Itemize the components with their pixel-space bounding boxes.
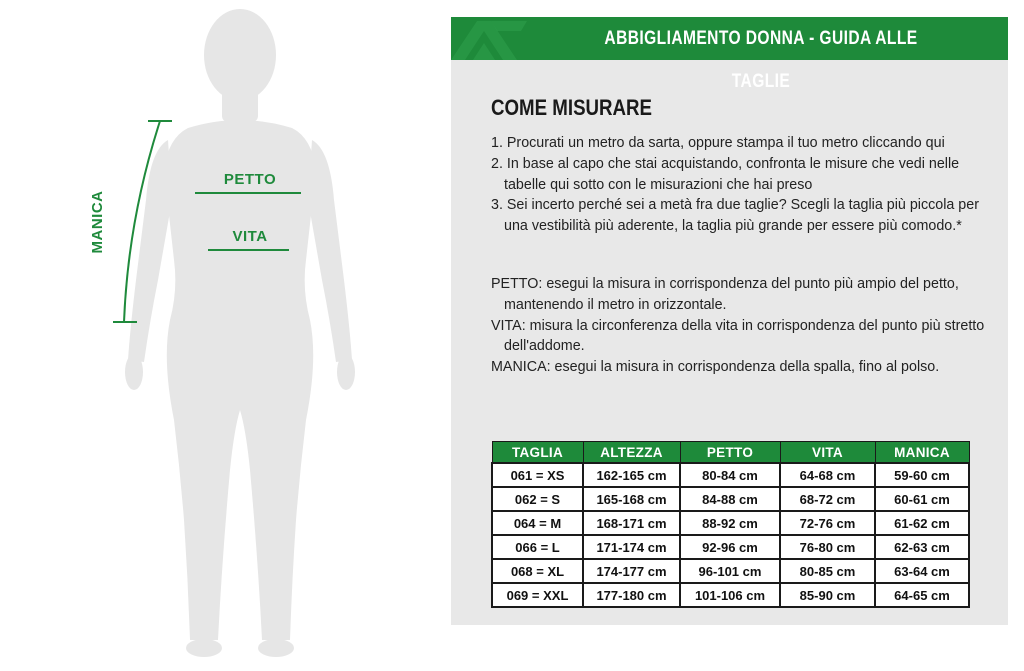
header-petto: PETTO — [680, 442, 780, 464]
cell-vita: 72-76 cm — [780, 511, 875, 535]
table-row — [492, 511, 969, 535]
table-row — [492, 487, 969, 511]
cell-vita: 80-85 cm — [780, 559, 875, 583]
cell-petto: 88-92 cm — [680, 511, 780, 535]
cell-manica: 59-60 cm — [875, 463, 969, 487]
cell-manica: 62-63 cm — [875, 535, 969, 559]
cell-vita: 68-72 cm — [780, 487, 875, 511]
table-header-row — [492, 442, 969, 464]
cell-manica: 60-61 cm — [875, 487, 969, 511]
cell-taglia: 064 = M — [492, 511, 583, 535]
cell-altezza: 168-171 cm — [583, 511, 680, 535]
cell-taglia: 069 = XXL — [492, 583, 583, 607]
cell-vita: 85-90 cm — [780, 583, 875, 607]
cell-vita: 64-68 cm — [780, 463, 875, 487]
brand-logo-icon — [451, 17, 531, 60]
cell-taglia: 061 = XS — [492, 463, 583, 487]
header-taglia: TAGLIA — [492, 442, 583, 464]
size-guide-panel — [451, 17, 1008, 625]
cell-petto: 92-96 cm — [680, 535, 780, 559]
table-row — [492, 559, 969, 583]
step-2: 2. In base al capo che stai acquistando, confronta le misure che vedi nelle tabelle qui sotto con le misurazioni che hai preso — [491, 155, 960, 193]
cell-manica: 63-64 cm — [875, 559, 969, 583]
how-to-measure-heading: COME MISURARE — [491, 95, 653, 120]
cell-taglia: 066 = L — [492, 535, 583, 559]
header-vita: VITA — [780, 442, 875, 464]
cell-altezza: 162-165 cm — [583, 463, 680, 487]
cell-altezza: 177-180 cm — [583, 583, 680, 607]
step-3: 3. Sei incerto perché sei a metà fra due taglie? Scegli la taglia più piccola per una vestibilità più aderente, la taglia più grande per essere più comodo.* — [491, 197, 979, 235]
table-row — [492, 463, 969, 487]
cell-vita: 76-80 cm — [780, 535, 875, 559]
cell-manica: 64-65 cm — [875, 583, 969, 607]
vita-label: VITA — [232, 228, 268, 245]
definition-manica: MANICA: esegui la misura in corrispondenza della spalla, fino al polso. — [491, 359, 940, 376]
banner-title: ABBIGLIAMENTO DONNA - GUIDA ALLE TAGLIE — [604, 28, 918, 92]
size-table — [491, 441, 970, 608]
petto-label: PETTO — [223, 171, 277, 188]
cell-altezza: 171-174 cm — [583, 535, 680, 559]
definition-vita: VITA: misura la circonferenza della vita in corrispondenza del punto più stretto dell'addome. — [491, 317, 985, 355]
table-row — [492, 583, 969, 607]
cell-petto: 96-101 cm — [680, 559, 780, 583]
cell-manica: 61-62 cm — [875, 511, 969, 535]
measure-definitions — [491, 274, 991, 378]
cell-altezza: 174-177 cm — [583, 559, 680, 583]
title-banner — [451, 17, 1008, 92]
measuring-steps — [491, 133, 991, 237]
cell-taglia: 062 = S — [492, 487, 583, 511]
silhouette — [125, 9, 355, 657]
header-manica: MANICA — [875, 442, 969, 464]
table-row — [492, 535, 969, 559]
manica-label: MANICA — [89, 190, 106, 254]
cell-petto: 84-88 cm — [680, 487, 780, 511]
body-silhouette-figure — [0, 0, 440, 671]
cell-petto: 101-106 cm — [680, 583, 780, 607]
header-altezza: ALTEZZA — [583, 442, 680, 464]
definition-petto: PETTO: esegui la misura in corrispondenza del punto più ampio del petto, mantenendo il metro in orizzontale. — [491, 276, 959, 313]
cell-taglia: 068 = XL — [492, 559, 583, 583]
cell-altezza: 165-168 cm — [583, 487, 680, 511]
cell-petto: 80-84 cm — [680, 463, 780, 487]
step-1: 1. Procurati un metro da sarta, oppure stampa il tuo metro cliccando qui — [491, 135, 945, 151]
